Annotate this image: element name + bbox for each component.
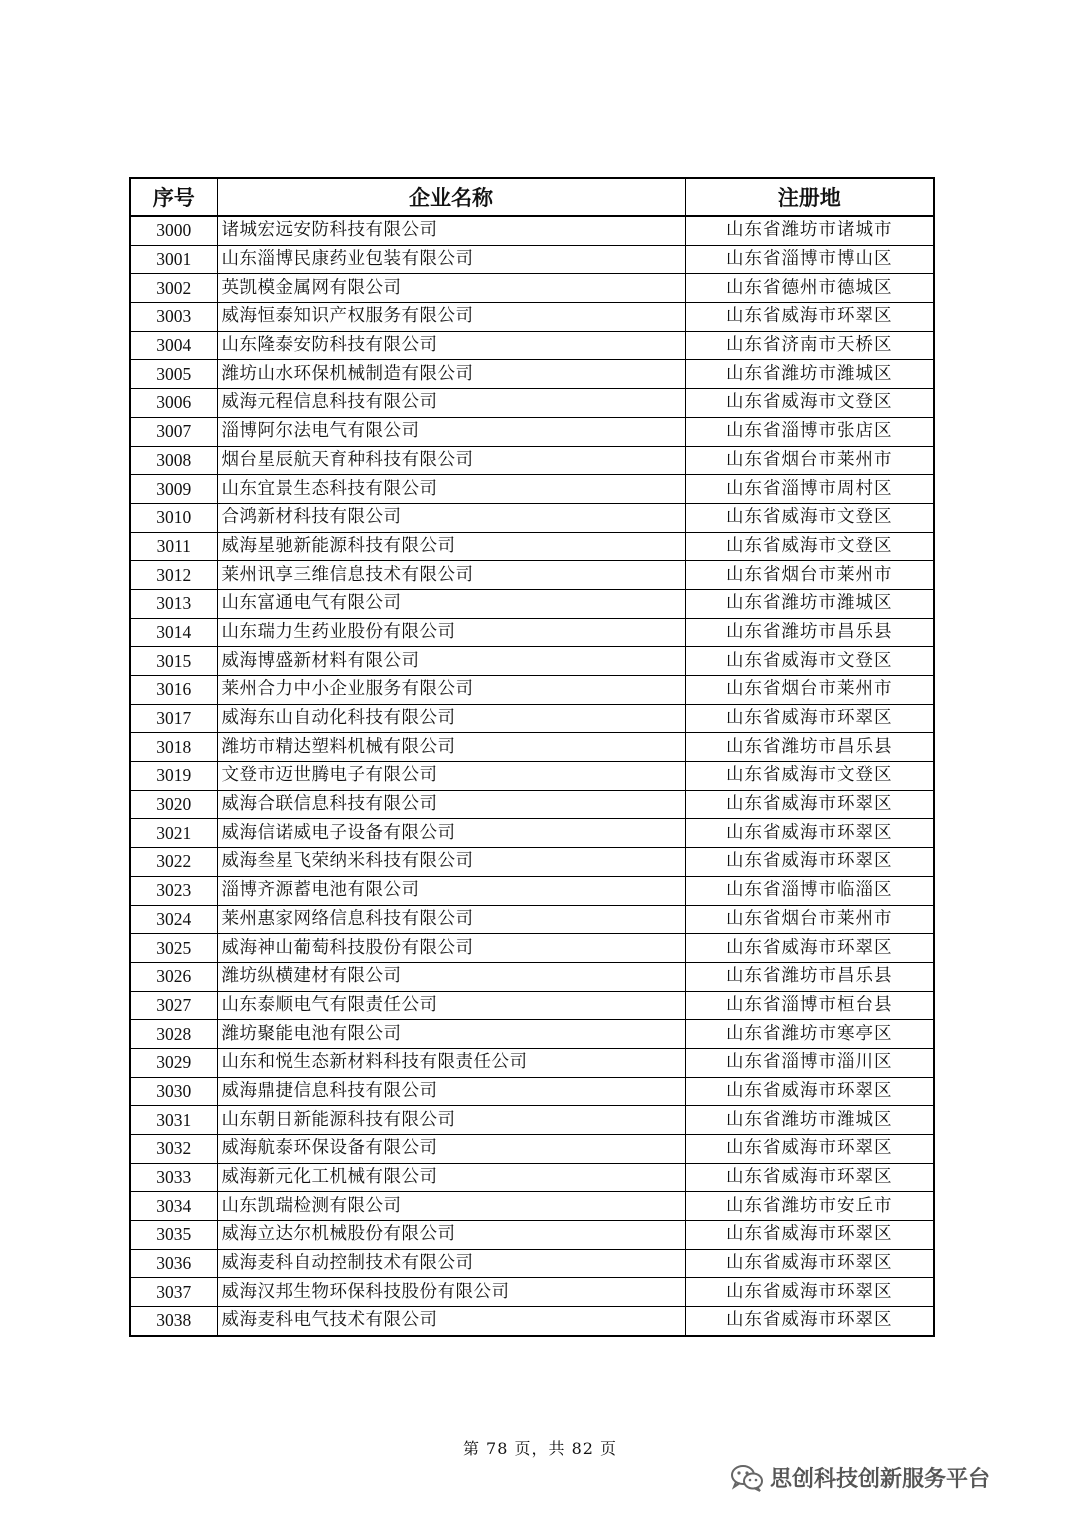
table-row	[130, 503, 934, 532]
table-row	[130, 1163, 934, 1192]
row-registered-location: 山东省潍坊市寒亭区	[685, 1020, 934, 1049]
row-registered-location: 山东省威海市环翠区	[685, 303, 934, 332]
row-company-name: 山东淄博民康药业包装有限公司	[217, 245, 685, 274]
row-company-name: 烟台星辰航天育种科技有限公司	[217, 446, 685, 475]
row-registered-location: 山东省潍坊市安丘市	[685, 1192, 934, 1221]
row-company-name: 威海合联信息科技有限公司	[217, 790, 685, 819]
table-row	[130, 1221, 934, 1250]
row-registered-location: 山东省淄博市临淄区	[685, 876, 934, 905]
row-index: 3026	[130, 962, 217, 991]
row-company-name: 威海鼎捷信息科技有限公司	[217, 1077, 685, 1106]
watermark	[730, 1462, 990, 1493]
row-index: 3010	[130, 503, 217, 532]
row-index: 3012	[130, 561, 217, 590]
row-registered-location: 山东省淄博市周村区	[685, 475, 934, 504]
row-registered-location: 山东省威海市环翠区	[685, 704, 934, 733]
row-index: 3004	[130, 331, 217, 360]
table-row	[130, 1106, 934, 1135]
table-row	[130, 962, 934, 991]
row-registered-location: 山东省潍坊市潍城区	[685, 589, 934, 618]
table-row	[130, 905, 934, 934]
table-row	[130, 819, 934, 848]
row-registered-location: 山东省烟台市莱州市	[685, 905, 934, 934]
row-index: 3023	[130, 876, 217, 905]
row-registered-location: 山东省淄博市桓台县	[685, 991, 934, 1020]
row-index: 3001	[130, 245, 217, 274]
row-index: 3011	[130, 532, 217, 561]
header-company-name: 企业名称	[217, 178, 685, 216]
row-registered-location: 山东省潍坊市昌乐县	[685, 733, 934, 762]
row-registered-location: 山东省德州市德城区	[685, 274, 934, 303]
row-company-name: 合鸿新材科技有限公司	[217, 503, 685, 532]
row-company-name: 潍坊山水环保机械制造有限公司	[217, 360, 685, 389]
row-registered-location: 山东省威海市环翠区	[685, 1249, 934, 1278]
row-registered-location: 山东省潍坊市潍城区	[685, 1106, 934, 1135]
row-index: 3028	[130, 1020, 217, 1049]
table-row	[130, 733, 934, 762]
row-index: 3008	[130, 446, 217, 475]
table-row	[130, 331, 934, 360]
row-registered-location: 山东省淄博市淄川区	[685, 1048, 934, 1077]
row-index: 3014	[130, 618, 217, 647]
table-row	[130, 446, 934, 475]
row-registered-location: 山东省威海市文登区	[685, 389, 934, 418]
table-row	[130, 274, 934, 303]
table-header-row	[130, 178, 934, 216]
row-registered-location: 山东省威海市环翠区	[685, 1307, 934, 1336]
row-company-name: 威海博盛新材料有限公司	[217, 647, 685, 676]
table-row	[130, 1249, 934, 1278]
table-row	[130, 1278, 934, 1307]
row-index: 3037	[130, 1278, 217, 1307]
row-index: 3029	[130, 1048, 217, 1077]
row-index: 3030	[130, 1077, 217, 1106]
row-index: 3031	[130, 1106, 217, 1135]
row-index: 3006	[130, 389, 217, 418]
row-index: 3025	[130, 934, 217, 963]
table-row	[130, 1020, 934, 1049]
row-registered-location: 山东省烟台市莱州市	[685, 561, 934, 590]
table-row	[130, 876, 934, 905]
row-company-name: 文登市迈世腾电子有限公司	[217, 762, 685, 791]
table-body	[130, 216, 934, 1336]
row-index: 3022	[130, 848, 217, 877]
row-company-name: 山东朝日新能源科技有限公司	[217, 1106, 685, 1135]
row-index: 3016	[130, 676, 217, 705]
row-registered-location: 山东省烟台市莱州市	[685, 446, 934, 475]
row-company-name: 诸城宏远安防科技有限公司	[217, 216, 685, 245]
row-registered-location: 山东省威海市文登区	[685, 762, 934, 791]
row-company-name: 威海麦科自动控制技术有限公司	[217, 1249, 685, 1278]
page-footer: 第 78 页，共 82 页	[462, 1439, 618, 1458]
row-index: 3007	[130, 417, 217, 446]
table-row	[130, 676, 934, 705]
table-row	[130, 216, 934, 245]
table-row	[130, 790, 934, 819]
row-registered-location: 山东省威海市环翠区	[685, 819, 934, 848]
row-company-name: 潍坊聚能电池有限公司	[217, 1020, 685, 1049]
row-index: 3013	[130, 589, 217, 618]
row-registered-location: 山东省潍坊市诸城市	[685, 216, 934, 245]
table-row	[130, 1135, 934, 1164]
row-company-name: 山东宜景生态科技有限公司	[217, 475, 685, 504]
table-row	[130, 532, 934, 561]
row-index: 3018	[130, 733, 217, 762]
row-index: 3035	[130, 1221, 217, 1250]
header-index: 序号	[130, 178, 217, 216]
table-row	[130, 1192, 934, 1221]
row-registered-location: 山东省威海市文登区	[685, 503, 934, 532]
table-row	[130, 704, 934, 733]
row-registered-location: 山东省潍坊市昌乐县	[685, 618, 934, 647]
row-registered-location: 山东省济南市天桥区	[685, 331, 934, 360]
row-company-name: 威海汉邦生物环保科技股份有限公司	[217, 1278, 685, 1307]
row-company-name: 莱州惠家网络信息科技有限公司	[217, 905, 685, 934]
table-row	[130, 245, 934, 274]
table-row	[130, 1048, 934, 1077]
table-row	[130, 561, 934, 590]
row-company-name: 英凯模金属网有限公司	[217, 274, 685, 303]
row-index: 3009	[130, 475, 217, 504]
row-index: 3002	[130, 274, 217, 303]
row-index: 3003	[130, 303, 217, 332]
row-index: 3024	[130, 905, 217, 934]
watermark-text: 思创科技创新服务平台	[770, 1467, 991, 1492]
table-row	[130, 1077, 934, 1106]
row-company-name: 威海叁星飞荣纳米科技有限公司	[217, 848, 685, 877]
row-company-name: 淄博阿尔法电气有限公司	[217, 417, 685, 446]
table-row	[130, 475, 934, 504]
row-index: 3032	[130, 1135, 217, 1164]
table-row	[130, 589, 934, 618]
table-row	[130, 389, 934, 418]
table-row	[130, 647, 934, 676]
row-index: 3027	[130, 991, 217, 1020]
row-company-name: 山东泰顺电气有限责任公司	[217, 991, 685, 1020]
row-registered-location: 山东省威海市环翠区	[685, 1278, 934, 1307]
row-company-name: 威海新元化工机械有限公司	[217, 1163, 685, 1192]
row-company-name: 山东和悦生态新材料科技有限责任公司	[217, 1048, 685, 1077]
row-company-name: 威海恒泰知识产权服务有限公司	[217, 303, 685, 332]
row-registered-location: 山东省威海市环翠区	[685, 790, 934, 819]
row-registered-location: 山东省潍坊市潍城区	[685, 360, 934, 389]
row-company-name: 淄博齐源蓄电池有限公司	[217, 876, 685, 905]
row-index: 3019	[130, 762, 217, 791]
row-index: 3017	[130, 704, 217, 733]
row-company-name: 山东隆泰安防科技有限公司	[217, 331, 685, 360]
table-row	[130, 934, 934, 963]
row-index: 3038	[130, 1307, 217, 1336]
row-company-name: 威海立达尔机械股份有限公司	[217, 1221, 685, 1250]
row-company-name: 山东凯瑞检测有限公司	[217, 1192, 685, 1221]
row-index: 3034	[130, 1192, 217, 1221]
row-registered-location: 山东省威海市文登区	[685, 647, 934, 676]
row-index: 3000	[130, 216, 217, 245]
row-registered-location: 山东省烟台市莱州市	[685, 676, 934, 705]
row-index: 3015	[130, 647, 217, 676]
row-company-name: 威海元程信息科技有限公司	[217, 389, 685, 418]
header-registered-location: 注册地	[685, 178, 934, 216]
row-index: 3005	[130, 360, 217, 389]
row-registered-location: 山东省威海市环翠区	[685, 1135, 934, 1164]
row-registered-location: 山东省威海市环翠区	[685, 1077, 934, 1106]
row-company-name: 威海神山葡萄科技股份有限公司	[217, 934, 685, 963]
row-company-name: 威海信诺威电子设备有限公司	[217, 819, 685, 848]
row-registered-location: 山东省威海市环翠区	[685, 1163, 934, 1192]
table-row	[130, 303, 934, 332]
table-row	[130, 991, 934, 1020]
table-row	[130, 360, 934, 389]
table-row	[130, 1307, 934, 1336]
wechat-icon	[730, 1464, 764, 1492]
row-company-name: 山东富通电气有限公司	[217, 589, 685, 618]
row-index: 3036	[130, 1249, 217, 1278]
table-row	[130, 618, 934, 647]
row-index: 3020	[130, 790, 217, 819]
row-registered-location: 山东省潍坊市昌乐县	[685, 962, 934, 991]
row-registered-location: 山东省淄博市博山区	[685, 245, 934, 274]
table-row	[130, 848, 934, 877]
company-list-table	[129, 177, 935, 1337]
row-company-name: 潍坊纵横建材有限公司	[217, 962, 685, 991]
row-company-name: 莱州合力中小企业服务有限公司	[217, 676, 685, 705]
row-registered-location: 山东省威海市环翠区	[685, 1221, 934, 1250]
table-row	[130, 762, 934, 791]
row-registered-location: 山东省威海市文登区	[685, 532, 934, 561]
row-index: 3033	[130, 1163, 217, 1192]
row-company-name: 威海东山自动化科技有限公司	[217, 704, 685, 733]
row-company-name: 威海星驰新能源科技有限公司	[217, 532, 685, 561]
row-index: 3021	[130, 819, 217, 848]
row-company-name: 莱州讯享三维信息技术有限公司	[217, 561, 685, 590]
table-row	[130, 417, 934, 446]
row-company-name: 山东瑞力生药业股份有限公司	[217, 618, 685, 647]
row-registered-location: 山东省威海市环翠区	[685, 934, 934, 963]
row-company-name: 威海麦科电气技术有限公司	[217, 1307, 685, 1336]
row-registered-location: 山东省淄博市张店区	[685, 417, 934, 446]
row-company-name: 潍坊市精达塑料机械有限公司	[217, 733, 685, 762]
row-company-name: 威海航泰环保设备有限公司	[217, 1135, 685, 1164]
row-registered-location: 山东省威海市环翠区	[685, 848, 934, 877]
